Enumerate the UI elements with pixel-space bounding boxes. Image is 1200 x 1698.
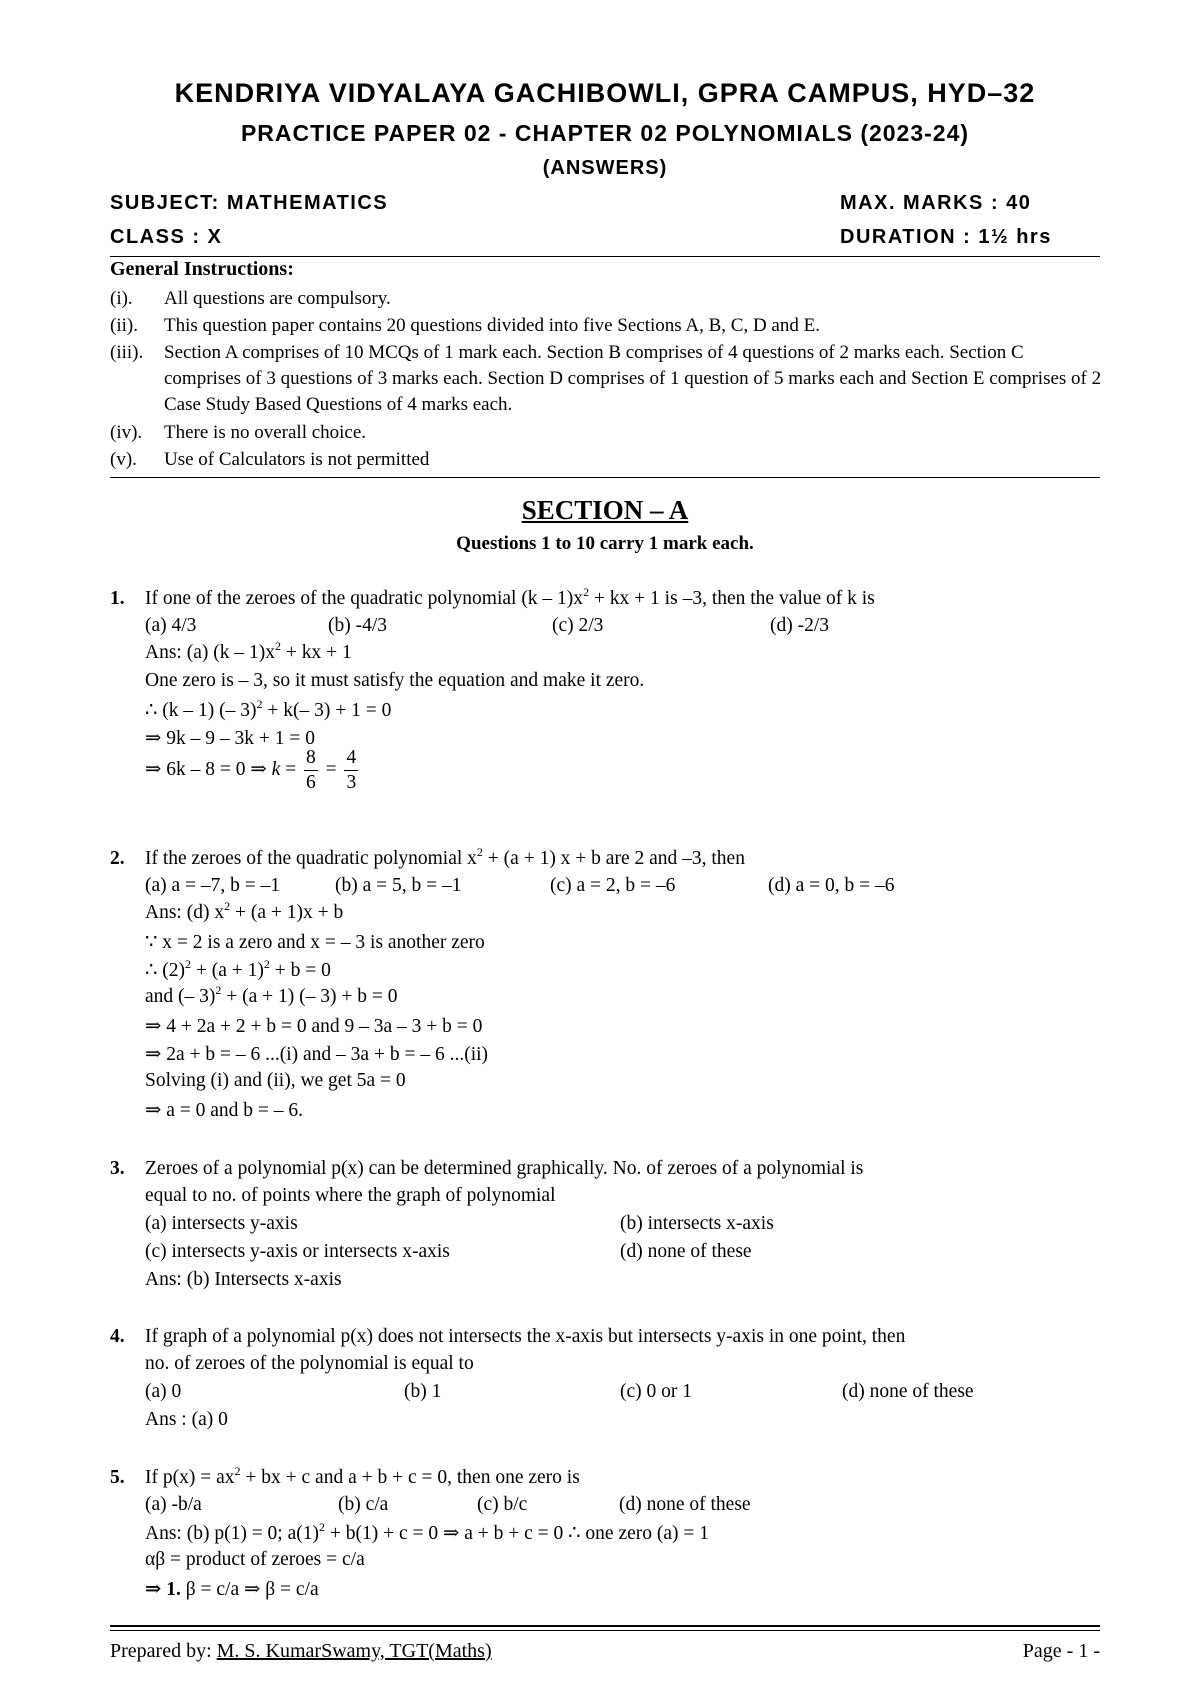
option: (a) -b/a [145,1494,202,1515]
option: (c) a = 2, b = –6 [550,875,676,896]
answer-line: Ans : (a) 0 [145,1409,228,1430]
option: (c) 2/3 [552,615,604,636]
option: (a) a = –7, b = –1 [145,875,281,896]
class-label: CLASS : X [110,226,223,248]
option: (a) intersects y-axis [145,1213,298,1234]
answer-line: ⇒ 4 + 2a + 2 + b = 0 and 9 – 3a – 3 + b = 0 [145,1016,483,1037]
answers-label: (ANSWERS) [542,157,668,179]
answer-line: ∴ (k – 1) (– 3)$^2$ + k(– 3) + 1 = 0 [145,697,392,721]
author-name: M. S. KumarSwamy, TGT(Maths) [216,1640,492,1662]
option: (b) a = 5, b = –1 [335,875,462,896]
answer-line: Ans: (d) $x^2 + (a + 1)x + b$ [145,899,344,923]
option: (c) intersects y-axis or intersects x-axis [145,1241,450,1262]
answer-line: Ans: (b) Intersects x-axis [145,1269,342,1290]
option: (b) intersects x-axis [620,1213,774,1234]
answer-line: Solving (i) and (ii), we get 5a = 0 [145,1070,406,1091]
instructions-title: General Instructions: [110,258,294,280]
question-text: Zeroes of a polynomial p(x) can be determined graphically. No. of zeroes of a polynomial is [145,1158,864,1179]
option: (b) -4/3 [328,615,388,636]
answer-line: ∵ x = 2 is a zero and x = – 3 is another zero [145,932,485,953]
option: (b) c/a [338,1494,389,1515]
answer-line: ⇒ 9k – 9 – 3k + 1 = 0 [145,728,315,749]
max-marks-label: MAX. MARKS : 40 [840,192,1032,214]
answer-line: αβ = product of zeroes = c/a [145,1549,365,1570]
question-text: If one of the zeroes of the quadratic polynomial $(k - 1)x^2$ + kx + 1 is –3, then the value of k is [145,585,875,609]
section-title: SECTION – A [521,495,689,525]
answer-line: Ans: (b) p(1) = 0; $a(1)^2 + b(1) + c = 0$ ⇒ a + b + c = 0 ∴ one zero (a) = 1 [145,1520,710,1544]
header-rule [110,256,1100,257]
fraction: $\frac{4}{3}$ [346,747,357,793]
footer-prepared-by: Prepared by: M. S. KumarSwamy, TGT(Maths) [110,1640,492,1662]
option: (d) a = 0, b = –6 [768,875,895,896]
question-text: If the zeroes of the quadratic polynomial $x^2 + (a + 1) x + b$ are 2 and –3, then [145,845,745,869]
footer-rule [110,1630,1100,1631]
question-text: equal to no. of points where the graph of polynomial [145,1185,556,1206]
answer-line: ⇒ 1. β = c/a ⇒ β = c/a [145,1579,319,1600]
footer-rule [110,1625,1100,1627]
answer-line: One zero is – 3, so it must satisfy the equation and make it zero. [145,670,645,691]
answer-line: and (– 3)$^2$ + (a + 1) (– 3) + b = 0 [145,983,398,1007]
answer-line: ⇒ 2a + b = – 6 ...(i) and – 3a + b = – 6 ...(ii) [145,1044,489,1065]
document-page: KENDRIYA VIDYALAYA GACHIBOWLI, GPRA CAMPUS, HYD–32 PRACTICE PAPER 02 - CHAPTER 02 POLYNOMIALS (2023-24) (ANSWERS) SUBJECT: MATHEMATICS MAX. MARKS : 40 CLASS : X DURATION : 1½ hrs General Instructions: (i). All questions are compulsory. (ii). This question paper contains 20 questions divided into five Sections A, B, C, D and E. (iii). Section A comprises of 10 MCQs of 1 mark each. Section B comprises of 4 questions of 2 marks each. Section C comprises of 3 questions of 3 marks each. Section D comprises of 1 question of 5 marks each and Section E comprises of 2 Case Study Based Questions of 4 marks each. (iv). There is no overall choice. (v). Use of Calculators is not permitted SECTION – A Questions 1 to 10 carry 1 mark each. 1. If one of the zeroes of the quadratic polynomial $(k - 1)x^2$ + kx + 1 is –3, then the value of k is (a) 4/3 (b) -4/3 (c) 2/3 (d) -2/3 Ans: (a) $(k - 1)x^2$ + kx + 1 One zero is – 3, so it must satisfy the equation and make it zero. ∴ (k – 1) (– 3)$^2$ + k(– 3) + 1 = 0 ⇒ 9k – 9 – 3k + 1 = 0 ⇒ 6k – 8 = 0 ⇒ k = $\frac{8}{6}$ = $\frac{4}{3}$ 2. If the zeroes of the quadratic polynomial $x^2 + (a + 1) x + b$ are 2 and –3, then (a) a = –7, b = –1 (b) a = 5, b = –1 (c) a = 2, b = –6 (d) a = 0, b = –6 Ans: (d) $x^2 + (a + 1)x + b$ ∵ x = 2 is a zero and x = – 3 is another zero ∴ $(2)^2 + (a + 1)^2 + b = 0$ and (– 3)$^2$ + (a + 1) (– 3) + b = 0 ⇒ 4 + 2a + 2 + b = 0 and 9 – 3a – 3 + b = 0 ⇒ 2a + b = – 6 ...(i) and – 3a + b = – 6 ...(ii) Solving (i) and (ii), we get 5a = 0 ⇒ a = 0 and b = – 6. 3. Zeroes of a polynomial p(x) can be determined graphically. No. of zeroes of a polynomial is equal to no. of points where the graph of polynomial (a) intersects y-axis (b) intersects x-axis (c) intersects y-axis or intersects x-axis (d) none of these Ans: (b) Intersects x-axis 4. If graph of a polynomial p(x) does not intersects the x-axis but intersects y-axis in one point, then no. of zeroes of the polynomial is equal to (a) 0 (b) 1 (c) 0 or 1 (d) none of these Ans : (a) 0 5. If $p(x) = ax^2$ + bx + c and a + b + c = 0, then one zero is (a) -b/a (b) c/a (c) b/c (d) none of these Ans: (b) p(1) = 0; $a(1)^2 + b(1) + c = 0$ ⇒ a + b + c = 0 ∴ one zero (a) = 1 αβ = product of zeroes = c/a ⇒ 1. β = c/a ⇒ β = c/a Prepared by: M. S. KumarSwamy, TGT(Maths) Page - 1 - [110,78,1102,1662]
option: (d) -2/3 [770,615,830,636]
option: (a) 4/3 [145,615,197,636]
duration-label: DURATION : 1½ hrs [840,226,1052,248]
answer-line: ⇒ 6k – 8 = 0 ⇒ k = $\frac{8}{6}$ = $\frac{4}{3}$ [145,747,357,793]
subject-label: SUBJECT: MATHEMATICS [110,192,389,214]
answer-line: Ans: (a) $(k - 1)x^2$ + kx + 1 [145,639,352,663]
question-text: If graph of a polynomial p(x) does not intersects the x-axis but intersects y-axis in one point, then [145,1326,906,1347]
answer-line: ∴ $(2)^2 + (a + 1)^2 + b = 0$ [145,957,331,981]
question-text: no. of zeroes of the polynomial is equal to [145,1353,474,1374]
page-number: Page - 1 - [1022,1640,1100,1662]
school-name: KENDRIYA VIDYALAYA GACHIBOWLI, GPRA CAMPUS, HYD–32 [174,78,1036,108]
option: (d) none of these [619,1494,751,1515]
option: (a) 0 [145,1381,182,1402]
paper-title: PRACTICE PAPER 02 - CHAPTER 02 POLYNOMIALS (2023-24) [240,120,970,146]
answer-line: ⇒ a = 0 and b = – 6. [145,1100,304,1121]
section-subtitle: Questions 1 to 10 carry 1 mark each. [456,533,754,554]
option: (c) 0 or 1 [620,1381,693,1402]
fraction: $\frac{8}{6}$ [305,747,316,793]
option: (d) none of these [842,1381,974,1402]
instructions-rule [110,477,1100,478]
option: (b) 1 [404,1381,442,1402]
option: (c) b/c [477,1494,528,1515]
question-text: If $p(x) = ax^2$ + bx + c and a + b + c = 0, then one zero is [145,1464,580,1488]
option: (d) none of these [620,1241,752,1262]
